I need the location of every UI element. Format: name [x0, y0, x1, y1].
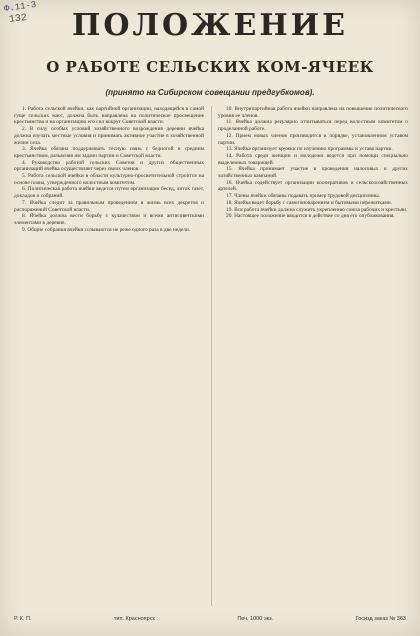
paragraph: 11. Ячейка должна регулярно отчитываться перед волостным комитетом о проделанной работе. — [218, 119, 408, 133]
paragraph: 12. Прием новых членов производится в порядке, установленном уставом партии. — [218, 132, 408, 146]
paragraph: 2. В силу особых условий хозяйственного возрождения деревни ячейка должна изучать местные условия и принимать активное участие в хозяйственной жизни села. — [14, 126, 204, 146]
footer-printer: тип. Красноярск — [113, 616, 155, 622]
adoption-note: (принято на Сибирском совещании предгубкомов). — [105, 88, 315, 97]
archive-number: 132 — [8, 13, 28, 26]
paragraph: 16. Ячейка содействует организации кооперативов и сельскохозяйственных артелей. — [218, 179, 408, 193]
paragraph: 14. Работа среди женщин и молодежи ведется при помощи специально выделенных товарищей. — [218, 152, 408, 166]
paragraph: 6. Политическая работа ячейки ведется путем организации бесед, читок газет, докладов и собраний. — [14, 186, 204, 200]
paragraph: 19. Вся работа ячейки должна служить укреплению союза рабочих и крестьян. — [226, 206, 408, 213]
paragraph: 10. Внутрипартийная работа ячейки направлена на повышение политического уровня ее членов. — [218, 106, 408, 119]
paragraph: 7. Ячейка следит за правильным проведением в жизнь всех декретов и распоряжений Советской власти. — [14, 199, 204, 213]
document-subtitle: О РАБОТЕ СЕЛЬСКИХ КОМ-ЯЧЕЕК — [46, 58, 374, 76]
footer-print-run: Печ. 1000 экз. — [237, 616, 274, 622]
document-title: ПОЛОЖЕНИЕ — [72, 8, 348, 43]
paragraph: 1. Работа сельской ячейки, как партийной организации, находящейся в самой гуще сельских масс, должна быть направлена на политическое просвещение крестьянства и на организацию его сил вокруг Советской власти. — [14, 106, 204, 126]
print-footer — [14, 616, 406, 622]
paragraph: 5. Работа сельской ячейки в области культурно-просветительной строится на основе плана, утвержденного волостным комитетом. — [14, 173, 204, 186]
right-column — [218, 106, 408, 608]
paragraph: 17. Члены ячейки обязаны подавать пример трудовой дисциплины. — [226, 193, 381, 200]
column-divider — [211, 106, 212, 606]
paragraph: 4. Руководство работой сельских Советов и других общественных организаций ячейка осуществляет через своих членов. — [14, 159, 204, 173]
paragraph: 15. Ячейка принимает участие в проведении налоговых и других хозяйственных кампаний. — [218, 166, 408, 180]
left-column — [14, 106, 204, 608]
body-columns — [14, 106, 408, 608]
paragraph: 3. Ячейка обязана поддерживать тесную связь с беднотой и средним крестьянством, разъясняя им задачи партии и Советской власти. — [14, 146, 204, 159]
paragraph: 18. Ячейка ведет борьбу с самогоноварением и бытовыми пережитками. — [226, 199, 393, 206]
footer-order: Госизд заказ № 363 — [355, 616, 406, 622]
archive-stamp: Ф.11-3 — [3, 0, 37, 15]
footer-party: Р. К. П. — [14, 616, 32, 622]
paragraph: 20. Настоящее положение вводится в действие со дня его опубликования. — [226, 213, 395, 220]
paragraph: 13. Ячейка организует кружки по изучению программы и устава партии. — [226, 146, 393, 153]
paragraph: 8. Ячейка должна вести борьбу с кулачеством и всеми антисоветскими элементами в деревне. — [14, 213, 204, 226]
paragraph: 9. Общие собрания ячейки созываются не реже одного раза в две недели. — [22, 226, 191, 233]
